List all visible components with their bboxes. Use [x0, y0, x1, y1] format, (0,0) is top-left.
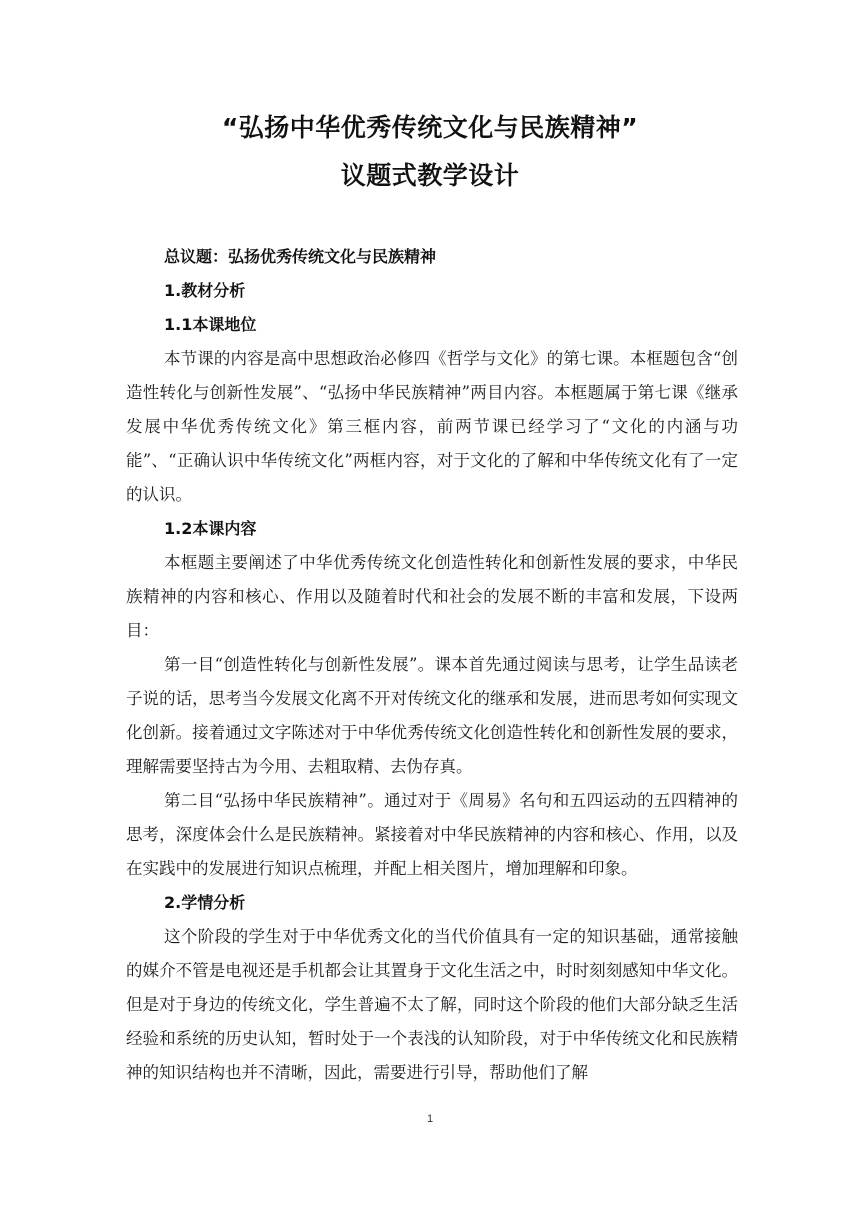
subsection-heading-lesson-content: 1.2本课内容	[164, 519, 257, 538]
paragraph-student-analysis: 这个阶段的学生对于中华优秀文化的当代价值具有一定的知识基础，通常接触的媒介不管是电视还是手机都会让其置身于文化生活之中，时时刻刻感知中华文化。但是对于身边的传统文化，学生普遍不太了解，同时这个阶段的他们大部分缺乏生活经验和系统的历史认知，暂时处于一个表浅的认知阶段，对于中华传统文化和民族精神的知识结构也并不清晰，因此，需要进行引导，帮助他们了解	[126, 927, 738, 1082]
document-title	[0, 104, 860, 200]
page-number: 1	[426, 1113, 434, 1125]
paragraph-lesson-position: 本节课的内容是高中思想政治必修四《哲学与文化》的第七课。本框题包含“创造性转化与创新性发展”、“弘扬中华民族精神”两目内容。本框题属于第七课《继承发展中华优秀传统文化》第三框内容，前两节课已经学习了“文化的内涵与功能”、“正确认识中华传统文化”两框内容，对于文化的了解和中华传统文化有了一定的认识。	[126, 349, 738, 504]
paragraph-lesson-content-intro: 本框题主要阐述了中华优秀传统文化创造性转化和创新性发展的要求，中华民族精神的内容和核心、作用以及随着时代和社会的发展不断的丰富和发展，下设两目：	[126, 553, 738, 640]
main-topic-heading: 总议题：弘扬优秀传统文化与民族精神	[164, 247, 437, 266]
section-heading-textbook-analysis: 1.教材分析	[164, 281, 246, 300]
paragraph-first-topic: 第一目“创造性转化与创新性发展”。课本首先通过阅读与思考，让学生品读老子说的话，思考当今发展文化离不开对传统文化的继承和发展，进而思考如何实现文化创新。接着通过文字陈述对于中华优秀传统文化创造性转化和创新性发展的要求，理解需要坚持古为今用、去粗取精、去伪存真。	[126, 655, 738, 776]
section-heading-student-analysis: 2.学情分析	[164, 893, 246, 912]
document-body	[126, 240, 738, 1090]
paragraph-second-topic: 第二目“弘扬中华民族精神”。通过对于《周易》名句和五四运动的五四精神的思考，深度体会什么是民族精神。紧接着对中华民族精神的内容和核心、作用，以及在实践中的发展进行知识点梳理，并配上相关图片，增加理解和印象。	[126, 791, 738, 878]
title-line-1: “弘扬中华优秀传统文化与民族精神”	[221, 113, 639, 142]
subsection-heading-lesson-position: 1.1本课地位	[164, 315, 257, 334]
title-line-2: 议题式教学设计	[340, 161, 520, 190]
